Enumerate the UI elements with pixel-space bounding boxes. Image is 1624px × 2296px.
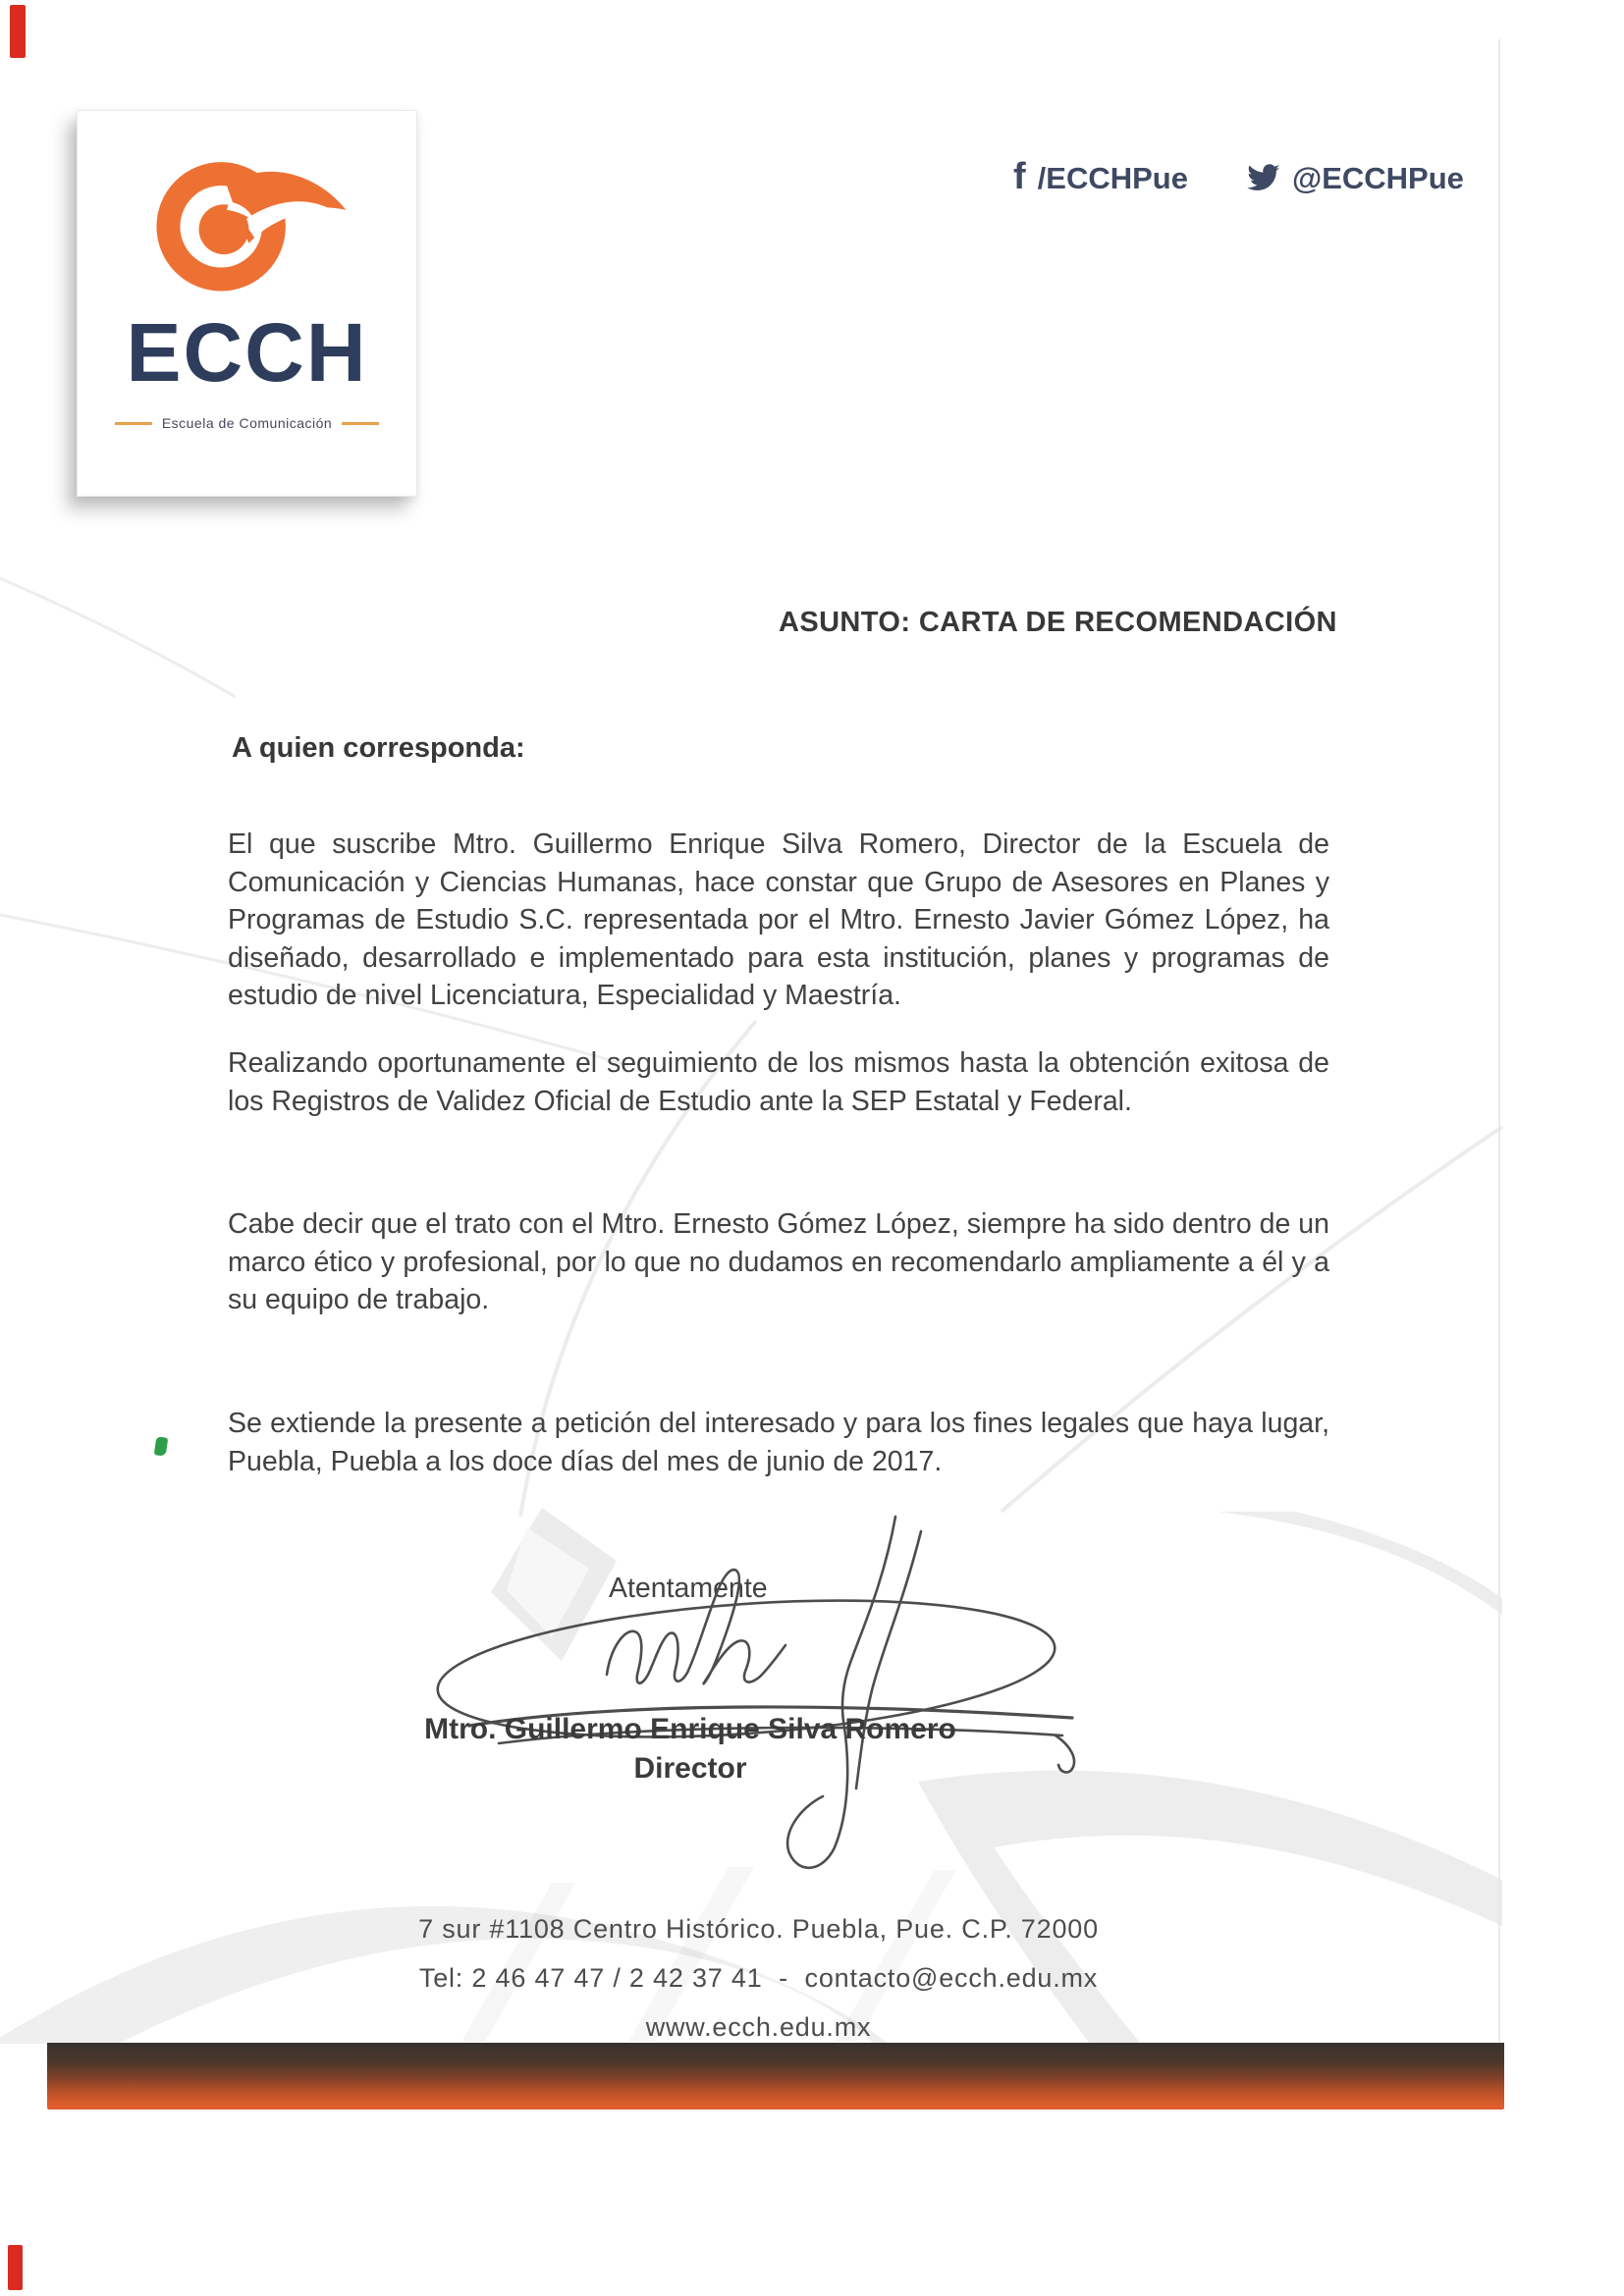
logo-acronym: ECCH (126, 306, 368, 399)
facebook-handle: f /ECCHPue (1013, 156, 1188, 197)
tagline-dash-left (115, 422, 152, 425)
ecch-logo-icon (143, 144, 352, 303)
footer-phone-email: Tel: 2 46 47 47 / 2 42 37 41 - contacto@ecch.edu.mx (418, 1963, 1099, 1993)
signer-name: Mtro. Guillermo Enrique Silva Romero (424, 1713, 956, 1745)
tagline-text: Escuela de Comunicación (161, 415, 333, 431)
paragraph-4: Se extiende la presente a petición del interesado y para los fines legales que haya lugar, Puebla, Puebla a los doce días del mes de junio de 2017. (228, 1408, 1329, 1477)
facebook-icon: f (1013, 156, 1026, 197)
footer-address: 7 sur #1108 Centro Histórico. Puebla, Pue. C.P. 72000 (418, 1914, 1099, 1944)
paragraph-1: El que suscribe Mtro. Guillermo Enrique Silva Romero, Director de la Escuela de Comunicación y Ciencias Humanas, hace constar que Grupo de Asesores en Planes y Programas de Estudio S.C. representada por el Mtro. Ernesto Javier Gómez López, ha diseñado, desarrollado e implementado para esta institución, planes y programas de estudio de nivel Licenciatura, Especialidad y Maestría. (228, 828, 1329, 1011)
tagline-dash-right (342, 422, 379, 425)
subject-line: ASUNTO: CARTA DE RECOMENDACIÓN (779, 607, 1337, 638)
scan-artifact-red-mark-top (10, 5, 26, 58)
signer-title: Director (633, 1752, 747, 1785)
twitter-icon (1245, 164, 1280, 193)
handwritten-signature (373, 1492, 1119, 1895)
social-header (1013, 156, 1464, 197)
scan-page-right-edge (1498, 39, 1500, 2047)
footer-gradient-band (47, 2043, 1504, 2109)
paragraph-3: Cabe decir que el trato con el Mtro. Ernesto Gómez López, siempre ha sido dentro de un marco ético y profesional, por lo que no dudamos en recomendarlo ampliamente a él y a su equipo de trabajo. (228, 1208, 1329, 1315)
twitter-handle: @ECCHPue (1245, 161, 1464, 196)
paragraph-2: Realizando oportunamente el seguimiento de los mismos hasta la obtención exitosa de los Registros de Validez Oficial de Estudio ante la SEP Estatal y Federal. (228, 1047, 1329, 1117)
salutation: A quien corresponda: (232, 732, 525, 764)
closing-word: Atentamente (609, 1573, 768, 1604)
scan-artifact-red-mark-bottom (8, 2245, 23, 2290)
logo-tagline (115, 415, 379, 431)
signature-block (339, 1710, 1042, 1789)
footer-contact (147, 1904, 1370, 2052)
footer-website: www.ecch.edu.mx (645, 2012, 872, 2042)
logo-card (77, 110, 417, 497)
